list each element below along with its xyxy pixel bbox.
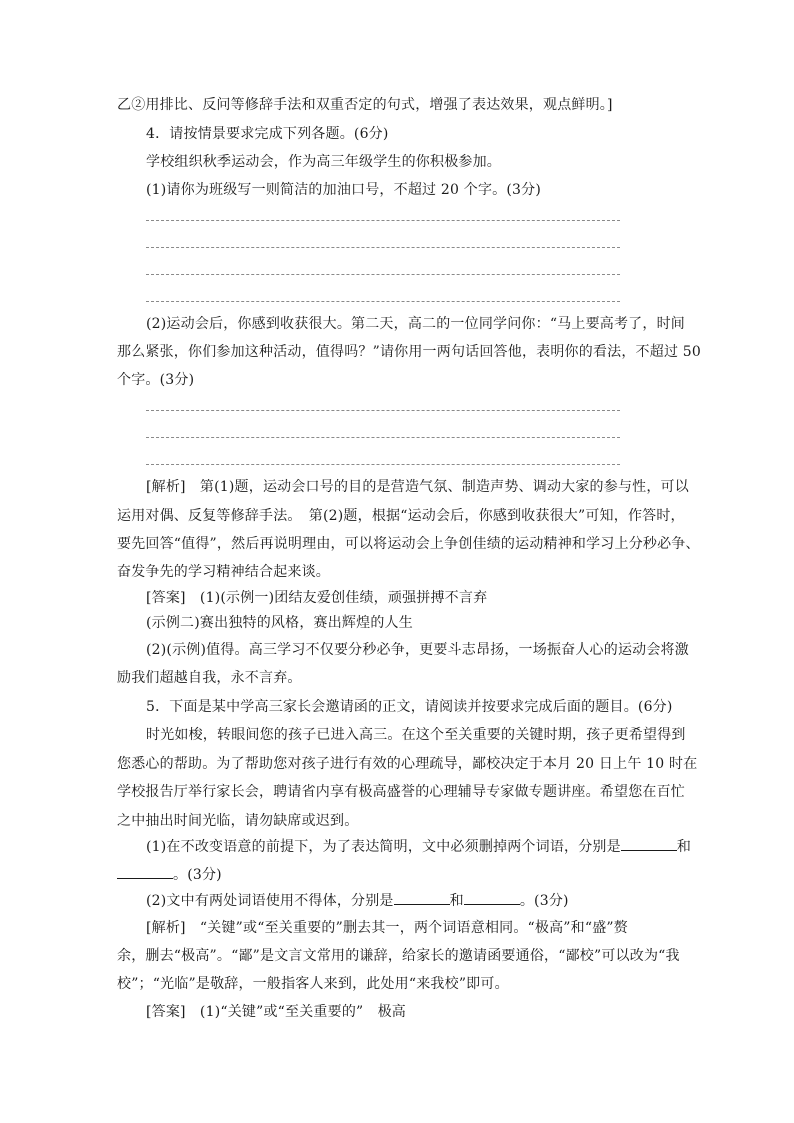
answer-line: [146, 274, 620, 275]
text-line: 之中抽出时间光临，请勿缺席或迟到。: [117, 813, 359, 829]
question-5-2-prompt: [146, 890, 569, 910]
question-4-2-prompt: (2)运动会后，你感到收获很大。第二天，高二的一位同学问你：“马上要高考了，时间: [146, 316, 685, 332]
analysis-text: [解析] 第(1)题，运动会口号的目的是营造气氛、制造声势、调动大家的参与性，可以: [146, 479, 689, 495]
text-line: 那么紧张，你们参加这种活动，值得吗？”请你用一两句话回答他，表明你的看法，不超过 50: [117, 344, 702, 360]
conjunction-text: 和: [676, 839, 692, 855]
text-line: 学校组织秋季运动会，作为高三年级学生的你积极参加。: [146, 154, 501, 170]
text-line: 运用对偶、反复等修辞手法。 第(2)题，根据“运动会后，你感到收获很大”可知，作答时，: [117, 508, 685, 524]
analysis-text: [解析] “关键”或“至关重要的”删去其一，两个词语意相同。“极高”和“盛”赘: [146, 920, 628, 936]
prompt-text: (1)在不改变语意的前提下，为了表达简明，文中必须删掉两个词语，分别是: [146, 839, 621, 855]
invitation-text: 时光如梭，转眼间您的孩子已进入高三。在这个至关重要的关键时期，孩子更希望得到: [146, 727, 686, 743]
fill-blank: [464, 890, 520, 905]
conjunction-text: 和: [449, 893, 464, 909]
answer-text: [答案] (1)(示例一)团结友爱创佳绩，顽强拼搏不言弃: [146, 590, 488, 606]
answer-line: [146, 410, 620, 411]
score-text: 。(3分): [173, 867, 222, 883]
answer-line: [146, 247, 620, 248]
text-line: 您悉心的帮助。为了帮助您对孩子进行有效的心理疏导，鄙校决定于本月 20 日上午 10 时在: [117, 756, 698, 772]
answer-line: [146, 220, 620, 221]
answer-line: [146, 301, 620, 302]
fill-blank: [117, 864, 173, 879]
text-line: 励我们超越自我，永不言弃。: [117, 670, 302, 686]
text-line: 余，删去“极高”。“鄙”是文言文常用的谦辞，给家长的邀请函要通俗，“鄙校”可以改为“我: [117, 948, 680, 964]
answer-text: [答案] (1)“关键”或“至关重要的” 极高: [146, 1004, 406, 1020]
prompt-text: (2)文中有两处词语使用不得体，分别是: [146, 893, 394, 909]
answer-line: [146, 437, 620, 438]
fill-blank: [394, 890, 450, 905]
text-line: (示例二)赛出独特的风格，赛出辉煌的人生: [146, 615, 413, 631]
answer-line: [146, 464, 620, 465]
question-5-1-prompt-cont: [117, 864, 222, 884]
score-text: 。(3分): [519, 893, 569, 909]
text-line: 学校报告厅举行家长会，聘请省内享有极高盛誉的心理辅导专家做专题讲座。希望您在百忙: [117, 784, 685, 800]
question-4-heading: 4．请按情景要求完成下列各题。(6分): [146, 126, 389, 142]
fill-blank: [621, 836, 677, 851]
text-line: 乙②用排比、反问等修辞手法和双重否定的句式，增强了表达效果，观点鲜明。]: [117, 97, 613, 113]
question-5-1-prompt: [146, 836, 691, 856]
text-line: 校”；“光临”是敬辞，一般指客人来到，此处用“来我校”即可。: [117, 976, 509, 992]
text-line: 奋发争先的学习精神结合起来谈。: [117, 564, 330, 580]
question-5-heading: 5．下面是某中学高三家长会邀请函的正文，请阅读并按要求完成后面的题目。(6分): [146, 699, 673, 715]
text-line: 个字。(3分): [117, 372, 195, 388]
text-line: (2)(示例)值得。高三学习不仅要分秒必争，更要斗志昂扬，一场振奋人心的运动会将激: [146, 642, 689, 658]
question-4-1-prompt: (1)请你为班级写一则简洁的加油口号，不超过 20 个字。(3分): [146, 182, 541, 198]
text-line: 要先回答“值得”，然后再说明理由，可以将运动会上争创佳绩的运动精神和学习上分秒必争、: [117, 536, 700, 552]
